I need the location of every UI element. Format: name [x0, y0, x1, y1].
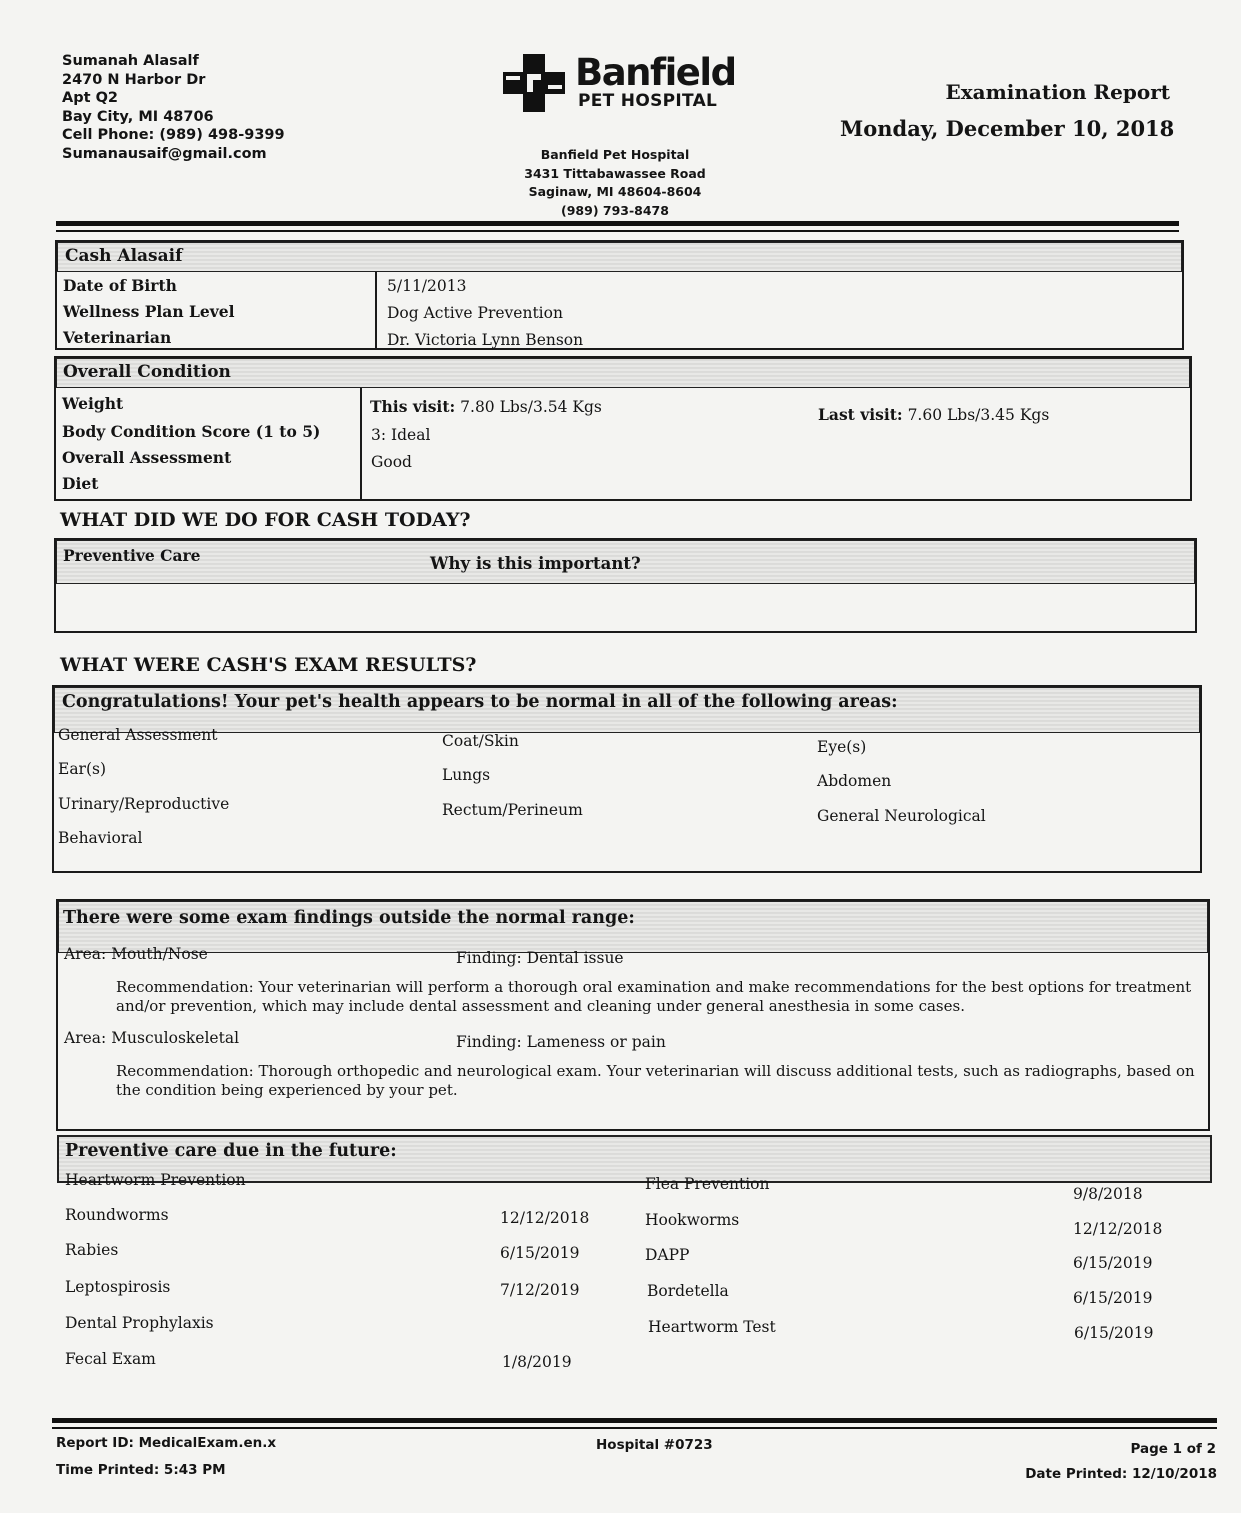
header-divider-thin	[56, 230, 1179, 232]
finding-1-finding-label: Finding:	[456, 949, 522, 967]
owner-apt: Apt Q2	[62, 90, 118, 106]
hospital-name: Banfield Pet Hospital	[540, 147, 690, 162]
finding-2-recommendation: Recommendation: Thorough orthopedic and neurological exam. Your veterinarian will discuss additional tests, such as radiographs, based on the condition being experienced by your pet.	[116, 1062, 1195, 1099]
owner-street: 2470 N Harbor Dr	[62, 71, 206, 88]
future-item-name: DAPP	[645, 1246, 690, 1264]
why-important-col: Why is this important?	[430, 554, 641, 573]
finding-2-area-value: Musculoskeletal	[111, 1029, 240, 1047]
future-item-date: 6/15/2019	[1073, 1289, 1153, 1307]
pet-info-divider	[375, 272, 377, 350]
area-ears: Ear(s)	[58, 760, 107, 778]
finding-1-finding	[456, 949, 624, 967]
future-item-date: 1/8/2019	[502, 1353, 572, 1371]
finding-2-finding	[456, 1033, 666, 1051]
owner-email: Sumanausaif@gmail.com	[62, 145, 267, 162]
dob-label: Date of Birth	[63, 276, 177, 295]
assessment-label: Overall Assessment	[62, 448, 232, 467]
area-eyes: Eye(s)	[817, 738, 867, 756]
bcs-label: Body Condition Score (1 to 5)	[62, 422, 321, 441]
assessment-value: Good	[371, 453, 412, 471]
owner-info	[62, 52, 285, 163]
area-lungs: Lungs	[442, 766, 491, 784]
pet-name-band	[57, 242, 1182, 272]
finding-1-area	[64, 945, 208, 963]
finding-2-finding-label: Finding:	[456, 1033, 522, 1051]
veterinarian-value: Dr. Victoria Lynn Benson	[387, 331, 584, 349]
finding-2-area	[64, 1029, 239, 1047]
future-item-date: 6/15/2019	[500, 1244, 580, 1262]
last-visit-value: 7.60 Lbs/3.45 Kgs	[907, 406, 1050, 424]
finding-2-finding-value: Lameness or pain	[526, 1033, 666, 1051]
hospital-phone: (989) 793-8478	[561, 202, 669, 218]
report-date: Monday, December 10, 2018	[840, 116, 1175, 141]
hospital-city: Saginaw, MI 48604-8604	[528, 184, 702, 199]
finding-1-area-label: Area:	[64, 945, 107, 963]
normal-areas-banner: Congratulations! Your pet's health appears to be normal in all of the following areas:	[62, 692, 898, 712]
finding-2-area-label: Area:	[64, 1029, 107, 1047]
normal-areas-box	[52, 685, 1202, 873]
hospital-address	[490, 146, 740, 220]
diet-label: Diet	[62, 474, 99, 493]
area-behavioral: Behavioral	[58, 829, 143, 847]
this-visit-value: 7.80 Lbs/3.54 Kgs	[460, 398, 602, 416]
wellness-plan-label: Wellness Plan Level	[63, 302, 235, 321]
results-heading: WHAT WERE CASH'S EXAM RESULTS?	[60, 654, 477, 676]
overall-condition-title: Overall Condition	[63, 362, 231, 382]
future-item-name: Heartworm Prevention	[65, 1171, 246, 1189]
report-title: Examination Report	[945, 80, 1170, 104]
area-general-neurological: General Neurological	[817, 807, 986, 825]
finding-1-area-value: Mouth/Nose	[111, 945, 208, 963]
future-item-name: Fecal Exam	[65, 1350, 156, 1368]
report-id: Report ID: MedicalExam.en.x	[56, 1435, 277, 1451]
this-visit-label: This visit:	[370, 397, 456, 416]
veterinarian-label: Veterinarian	[63, 328, 172, 347]
today-box	[54, 538, 1197, 633]
future-care-banner: Preventive care due in the future:	[65, 1141, 397, 1161]
future-item-date: 6/15/2019	[1074, 1324, 1154, 1342]
footer-divider-thin	[52, 1427, 1217, 1429]
header-divider	[56, 221, 1179, 226]
future-item-date: 7/12/2019	[500, 1281, 580, 1299]
owner-city: Bay City, MI 48706	[62, 108, 214, 125]
area-abdomen: Abdomen	[817, 772, 892, 790]
hospital-number: Hospital #0723	[596, 1437, 713, 1453]
findings-banner: There were some exam findings outside the normal range:	[63, 908, 635, 928]
future-item-date: 12/12/2018	[1073, 1220, 1163, 1238]
last-visit-label: Last visit:	[818, 405, 903, 424]
future-item-name: Hookworms	[645, 1211, 740, 1229]
owner-phone: Cell Phone: (989) 498-9399	[62, 127, 285, 143]
area-rectum-perineum: Rectum/Perineum	[442, 801, 583, 819]
area-general-assessment: General Assessment	[58, 726, 218, 744]
pet-info-box	[55, 240, 1184, 350]
logo-name: Banfield	[575, 51, 736, 94]
finding-1-finding-value: Dental issue	[526, 949, 624, 967]
preventive-care-col: Preventive Care	[63, 546, 201, 565]
hospital-street: 3431 Tittabawassee Road	[524, 165, 706, 181]
footer-divider	[52, 1418, 1217, 1423]
last-visit	[818, 405, 1049, 424]
today-heading: WHAT DID WE DO FOR CASH TODAY?	[60, 509, 471, 531]
future-item-name: Dental Prophylaxis	[65, 1314, 214, 1332]
bcs-value: 3: Ideal	[371, 426, 431, 444]
future-item-name: Rabies	[65, 1241, 119, 1259]
future-item-date: 6/15/2019	[1073, 1254, 1153, 1272]
logo-subtitle: PET HOSPITAL	[578, 91, 718, 111]
time-printed: Time Printed: 5:43 PM	[56, 1462, 226, 1478]
banfield-logo	[503, 51, 736, 114]
page-number: Page 1 of 2	[1130, 1441, 1216, 1457]
future-item-name: Flea Prevention	[645, 1175, 770, 1193]
this-visit	[370, 397, 602, 416]
wellness-plan-value: Dog Active Prevention	[387, 304, 563, 322]
future-item-name: Leptospirosis	[65, 1278, 171, 1296]
condition-divider	[360, 388, 362, 501]
area-coat-skin: Coat/Skin	[442, 732, 519, 750]
future-item-name: Heartworm Test	[648, 1318, 776, 1336]
weight-label: Weight	[62, 394, 124, 413]
banfield-cross-icon	[503, 54, 565, 112]
date-printed: Date Printed: 12/10/2018	[1025, 1466, 1217, 1482]
future-item-name: Bordetella	[647, 1282, 729, 1300]
future-item-date: 9/8/2018	[1073, 1185, 1143, 1203]
overall-condition-box	[54, 356, 1192, 501]
pet-name: Cash Alasaif	[65, 246, 183, 266]
dob-value: 5/11/2013	[387, 277, 467, 295]
future-item-name: Roundworms	[65, 1206, 169, 1224]
area-urinary-reproductive: Urinary/Reproductive	[58, 795, 230, 813]
future-item-date: 12/12/2018	[500, 1209, 590, 1227]
finding-1-recommendation: Recommendation: Your veterinarian will perform a thorough oral examination and make recommendations for the best options for treatment and/or prevention, which may include dental assessment and cleaning under general anesthesia in some cases.	[116, 978, 1192, 1015]
owner-name: Sumanah Alasalf	[62, 53, 199, 69]
findings-box	[56, 899, 1210, 1131]
